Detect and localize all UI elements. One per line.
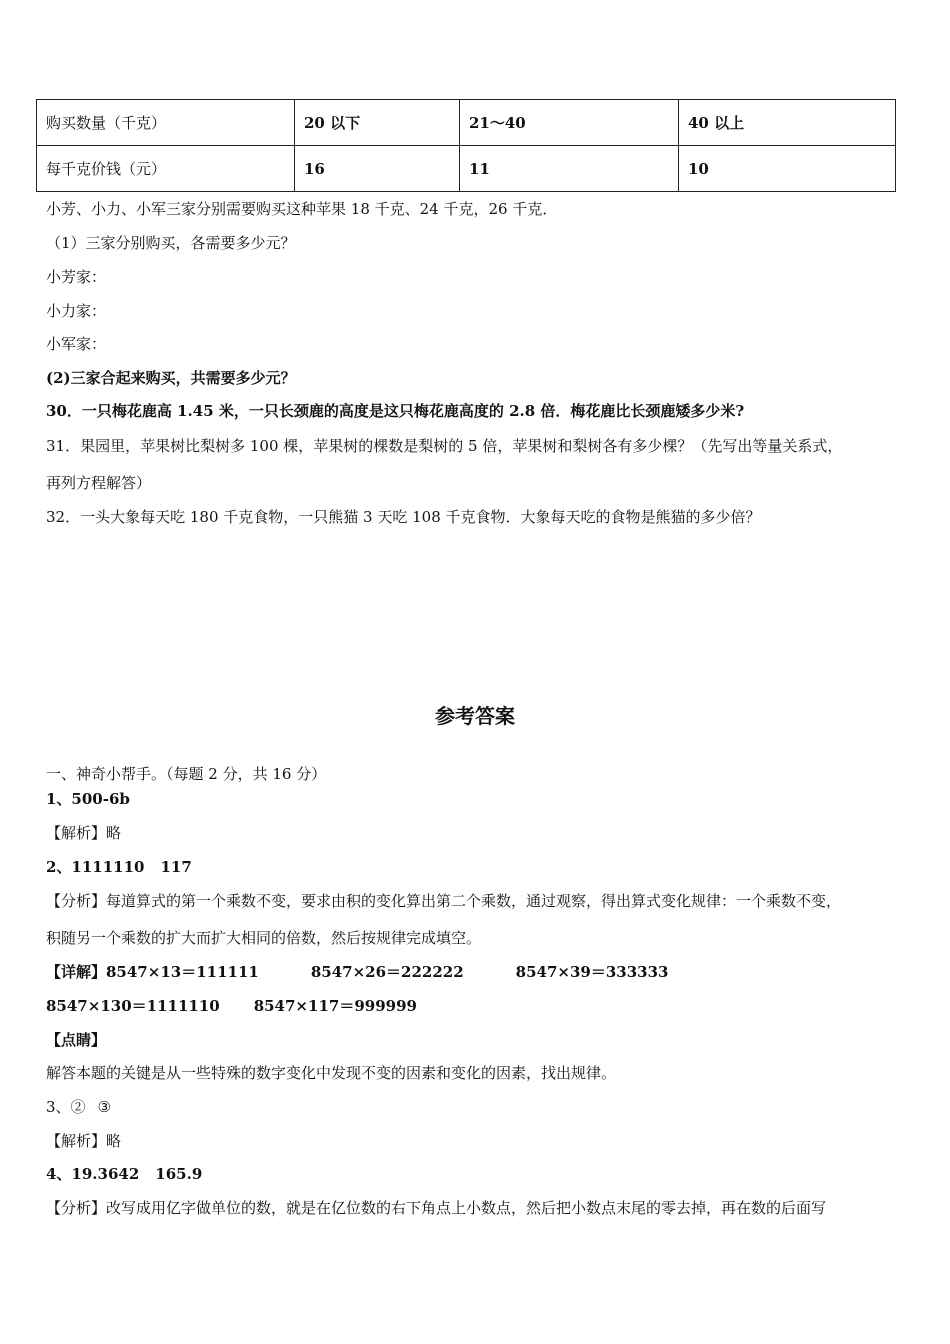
- xiaofang-answer-line: 小芳家：: [46, 268, 107, 286]
- answer-2-detail-cont: [46, 996, 417, 1016]
- question-32: 32．一头大象每天吃 180 千克食物，一只熊猫 3 天吃 108 千克食物．大象每天吃的食物是熊猫的多少倍？: [46, 508, 761, 526]
- table-cell: 11: [460, 146, 679, 192]
- xiaoli-answer-line: 小力家：: [46, 302, 107, 320]
- detail-item: 8547×26＝222222: [310, 963, 464, 981]
- detail-item: 8547×117＝999999: [253, 997, 417, 1015]
- xiaojun-answer-line: 小军家：: [46, 335, 107, 353]
- answer-3-analysis: 【解析】略: [46, 1132, 122, 1150]
- answer-4-label: 4、19.3642: [46, 1165, 140, 1183]
- detail-item: 【详解】8547×13＝111111: [46, 963, 259, 981]
- table-cell: 10: [679, 146, 896, 192]
- table-row: [37, 146, 896, 192]
- table-cell: 20 以下: [295, 100, 460, 146]
- table-cell: 购买数量（千克）: [37, 100, 295, 146]
- detail-item: 8547×39＝333333: [515, 963, 669, 981]
- answer-3-value: ③: [97, 1098, 111, 1116]
- answer-2: [46, 857, 192, 877]
- question-2: (2)三家合起来购买，共需要多少元？: [46, 369, 296, 387]
- answer-3: [46, 1097, 111, 1117]
- answer-2-value: 117: [160, 858, 192, 876]
- answer-1-analysis: 【解析】略: [46, 824, 122, 842]
- price-table: [36, 99, 896, 192]
- table-cell: 16: [295, 146, 460, 192]
- answer-4-analysis: 【分析】改写成用亿字做单位的数，就是在亿位数的右下角点上小数点，然后把小数点末尾的零去掉，再在数的后面写: [46, 1199, 827, 1217]
- table-cell: 21～40: [460, 100, 679, 146]
- question-intro: 小芳、小力、小军三家分别需要购买这种苹果 18 千克、24 千克，26 千克．: [46, 200, 558, 218]
- answer-1: 1、500-6b: [46, 790, 130, 808]
- table-cell: 每千克价钱（元）: [37, 146, 295, 192]
- answer-3-label: 3、②: [46, 1098, 86, 1116]
- answer-4-value: 165.9: [155, 1165, 203, 1183]
- table-cell: 40 以上: [679, 100, 896, 146]
- answer-2-analysis-cont: 积随另一个乘数的扩大而扩大相同的倍数，然后按规律完成填空。: [46, 929, 482, 947]
- answer-2-dianjing: 【点睛】: [46, 1031, 107, 1049]
- answer-2-analysis: 【分析】每道算式的第一个乘数不变，要求由积的变化算出第二个乘数，通过观察，得出算式变化规律：一个乘数不变，: [46, 892, 842, 910]
- question-31-cont: 再列方程解答）: [46, 474, 152, 492]
- table-row: [37, 100, 896, 146]
- answer-2-detail: [46, 962, 668, 982]
- answer-title: 参考答案: [435, 704, 515, 728]
- answer-4: [46, 1164, 202, 1184]
- detail-item: 8547×130＝1111110: [46, 997, 220, 1015]
- question-30: 30．一只梅花鹿高 1.45 米，一只长颈鹿的高度是这只梅花鹿高度的 2.8 倍．梅花鹿比长颈鹿矮多少米?: [46, 402, 745, 420]
- section-heading: 一、神奇小帮手。（每题 2 分，共 16 分）: [46, 765, 327, 783]
- question-31: 31．果园里，苹果树比梨树多 100 棵，苹果树的棵数是梨树的 5 倍，苹果树和梨树各有多少棵？（先写出等量关系式，: [46, 437, 843, 455]
- answer-2-label: 2、1111110: [46, 858, 145, 876]
- question-1: （1）三家分别购买，各需要多少元？: [46, 234, 296, 252]
- answer-2-key-point: 解答本题的关键是从一些特殊的数字变化中发现不变的因素和变化的因素，找出规律。: [46, 1064, 617, 1082]
